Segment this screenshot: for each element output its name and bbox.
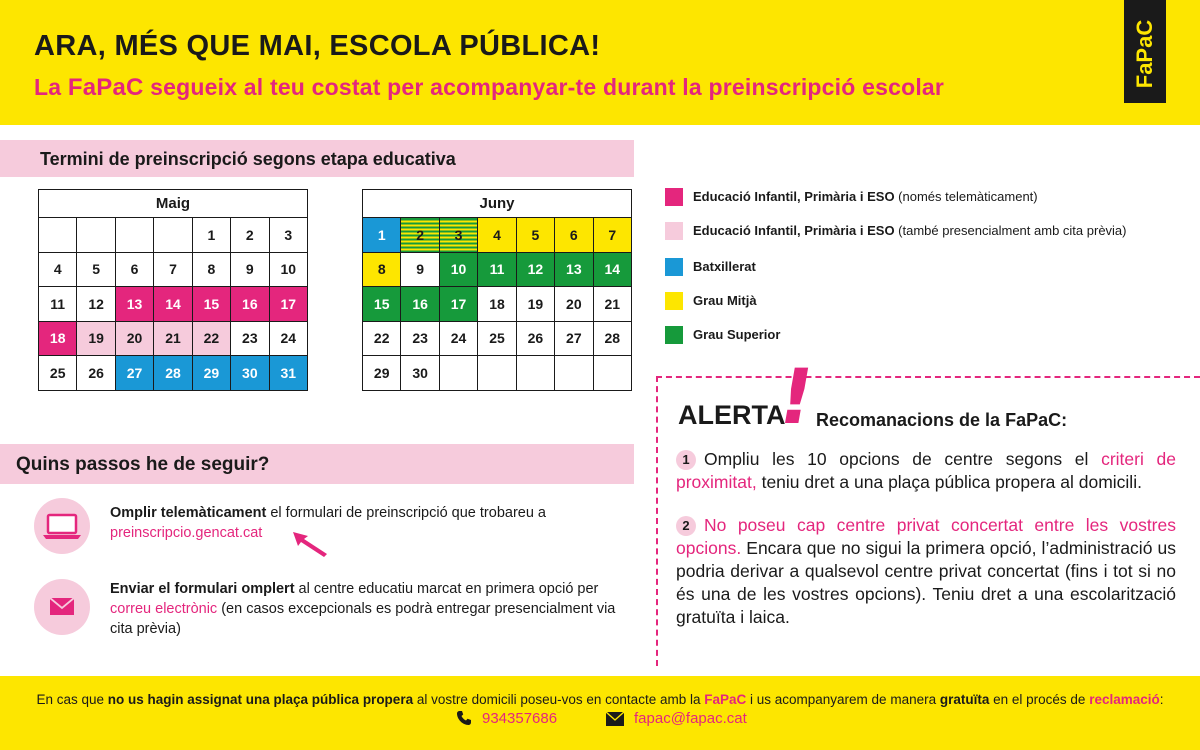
- calendar-day: 30: [231, 356, 269, 391]
- calendar-day: 31: [269, 356, 307, 391]
- calendar-day: 3: [439, 218, 477, 253]
- calendar-day: 19: [77, 321, 115, 356]
- calendar-day: 11: [39, 287, 77, 322]
- calendar-day: 21: [593, 287, 631, 322]
- preinscripcio-link[interactable]: preinscripcio.gencat.cat: [110, 525, 263, 541]
- calendar-day: 12: [77, 287, 115, 322]
- calendar-week: [39, 287, 308, 322]
- legend-label: Grau Mitjà: [693, 293, 757, 308]
- calendar-empty-cell: [154, 218, 192, 253]
- calendar-empty-cell: [77, 218, 115, 253]
- recommendation-2-highlight: No poseu cap centre privat concertat entre les vostres opcions.: [676, 515, 1176, 558]
- phone-icon: [456, 710, 472, 726]
- subtitle-post: segueix al teu costat per acompanyar-te durant la preinscripció escolar: [143, 74, 945, 100]
- calendar-day: 2: [231, 218, 269, 253]
- calendar-day: 14: [154, 287, 192, 322]
- legend-swatch: [665, 326, 683, 344]
- calendar-day: 17: [269, 287, 307, 322]
- steps-section-title: Quins passos he de seguir?: [0, 444, 634, 484]
- calendar-day: 10: [269, 252, 307, 287]
- calendar-empty-cell: [439, 356, 477, 391]
- calendar-month-title: Maig: [39, 190, 308, 218]
- calendar-day: 23: [231, 321, 269, 356]
- page-title: ARA, MÉS QUE MAI, ESCOLA PÚBLICA!: [34, 30, 601, 62]
- calendar-day: 4: [478, 218, 516, 253]
- calendar-day: 29: [363, 356, 401, 391]
- exclamation-icon: !: [771, 352, 822, 441]
- calendar-day: 2: [401, 218, 439, 253]
- legend-swatch: [665, 292, 683, 310]
- recommendation-number: 1: [676, 450, 696, 470]
- alert-heading: Recomanacions de la FaPaC:: [816, 410, 1068, 430]
- legend-note: (només telemàticament): [894, 189, 1038, 204]
- subtitle-pre: La: [34, 74, 68, 100]
- step-2-text: Enviar el formulari omplert al centre educatiu marcat en primera opció per correu electrònic (en casos excepcionals es podrà entregar presencialment via cita prèvia): [110, 581, 616, 637]
- calendar-day: 26: [516, 321, 554, 356]
- calendar-empty-cell: [593, 356, 631, 391]
- phone-number: 934357686: [482, 710, 558, 727]
- calendar-day: 15: [192, 287, 230, 322]
- mail-icon: [606, 712, 624, 726]
- footer-email[interactable]: [606, 710, 747, 727]
- calendar-day: 1: [192, 218, 230, 253]
- step-1-text: Omplir telemàticament el formulari de preinscripció que trobareu a preinscripcio.gencat.cat: [110, 505, 546, 541]
- calendar-day: 29: [192, 356, 230, 391]
- calendar-day: 28: [154, 356, 192, 391]
- calendar-week: [363, 356, 632, 391]
- calendar-day: 13: [115, 287, 153, 322]
- calendar-day: 7: [593, 218, 631, 253]
- calendar-day: 4: [39, 252, 77, 287]
- legend-label: Batxillerat: [693, 259, 756, 274]
- calendar-day: 10: [439, 252, 477, 287]
- calendar-day: 23: [401, 321, 439, 356]
- calendar-day: 11: [478, 252, 516, 287]
- envelope-icon: [34, 579, 90, 635]
- calendar-empty-cell: [516, 356, 554, 391]
- recommendation-2: 2 No poseu cap centre privat concertat entre les vostres opcions. Encara que no sigui la primera opció, l’administració us podria derivar a qualsevol centre privat concertat (fins i tot si no és una de les vostres opcions). Teniu dret a una escolarització gratuïta i laica.: [676, 515, 1176, 627]
- calendar-day: 26: [77, 356, 115, 391]
- calendar-day: 17: [439, 287, 477, 322]
- calendar-day: 24: [439, 321, 477, 356]
- reclamacio-link[interactable]: reclamació: [1089, 692, 1160, 707]
- email-link[interactable]: correu electrònic: [110, 601, 218, 617]
- calendar-week: [39, 321, 308, 356]
- calendar-day: 27: [555, 321, 593, 356]
- calendar-day: 28: [593, 321, 631, 356]
- calendar-day: 8: [192, 252, 230, 287]
- calendar-day: 19: [516, 287, 554, 322]
- legend-swatch: [665, 188, 683, 206]
- calendar-week: [363, 218, 632, 253]
- proximity-criteria-link[interactable]: criteri de proximitat,: [676, 449, 1177, 492]
- calendar-day: 20: [555, 287, 593, 322]
- calendar-day: 12: [516, 252, 554, 287]
- calendar-may: [38, 189, 308, 391]
- calendar-day: 22: [363, 321, 401, 356]
- calendar-week: [39, 356, 308, 391]
- calendar-day: 9: [401, 252, 439, 287]
- calendar-section-title: Termini de preinscripció segons etapa educativa: [0, 140, 634, 177]
- recommendation-1: 1 Ompliu les 10 opcions de centre segons el criteri de proximitat, teniu dret a una plaça pública propera al domicili.: [676, 449, 1177, 492]
- calendar-day: 15: [363, 287, 401, 322]
- calendar-week: [363, 252, 632, 287]
- header-banner: [0, 0, 1200, 125]
- calendar-day: 6: [555, 218, 593, 253]
- calendar-empty-cell: [39, 218, 77, 253]
- calendar-empty-cell: [478, 356, 516, 391]
- calendar-day: 1: [363, 218, 401, 253]
- calendar-day: 16: [401, 287, 439, 322]
- calendar-week: [363, 287, 632, 322]
- calendar-month-title: Juny: [363, 190, 632, 218]
- calendar-day: 3: [269, 218, 307, 253]
- calendar-week: [39, 218, 308, 253]
- calendar-day: 8: [363, 252, 401, 287]
- legend-label: Educació Infantil, Primària i ESO: [693, 189, 895, 204]
- legend-note: (també presencialment amb cita prèvia): [894, 223, 1127, 238]
- calendar-day: 18: [39, 321, 77, 356]
- calendar-day: 21: [154, 321, 192, 356]
- calendar-empty-cell: [555, 356, 593, 391]
- legend-swatch: [665, 258, 683, 276]
- calendar-june: [362, 189, 632, 391]
- legend-label: Educació Infantil, Primària i ESO: [693, 223, 895, 238]
- calendar-day: 7: [154, 252, 192, 287]
- footer-phone[interactable]: [456, 710, 557, 727]
- calendar-day: 22: [192, 321, 230, 356]
- calendar-day: 27: [115, 356, 153, 391]
- calendar-day: 9: [231, 252, 269, 287]
- calendar-week: [39, 252, 308, 287]
- calendar-day: 24: [269, 321, 307, 356]
- calendar-day: 16: [231, 287, 269, 322]
- calendar-empty-cell: [115, 218, 153, 253]
- legend-swatch: [665, 222, 683, 240]
- calendar-week: [363, 321, 632, 356]
- legend-label: Grau Superior: [693, 327, 781, 342]
- calendar-day: 6: [115, 252, 153, 287]
- email-address: fapac@fapac.cat: [634, 710, 747, 727]
- calendar-day: 25: [478, 321, 516, 356]
- page-subtitle: [34, 74, 944, 102]
- calendar-day: 13: [555, 252, 593, 287]
- calendar-day: 20: [115, 321, 153, 356]
- laptop-icon: [34, 498, 90, 554]
- recommendation-number: 2: [676, 516, 696, 536]
- pointer-arrow-icon: [290, 528, 330, 558]
- calendar-day: 14: [593, 252, 631, 287]
- calendar-day: 5: [77, 252, 115, 287]
- calendar-day: 5: [516, 218, 554, 253]
- footer-text: En cas que no us hagin assignat una plaça pública propera al vostre domicili poseu-vos en contacte amb la FaPaC i us acompanyarem de manera gratuïta en el procés de reclamació:: [36, 692, 1164, 707]
- subtitle-brand: FaPaC: [67, 74, 144, 101]
- alert-title: ALERTA: [678, 400, 786, 430]
- footer-banner: [0, 676, 1200, 750]
- calendar-day: 18: [478, 287, 516, 322]
- calendar-day: 25: [39, 356, 77, 391]
- fapac-logo: FaPaC: [1132, 19, 1157, 89]
- footer-brand: FaPaC: [704, 692, 747, 707]
- calendar-day: 30: [401, 356, 439, 391]
